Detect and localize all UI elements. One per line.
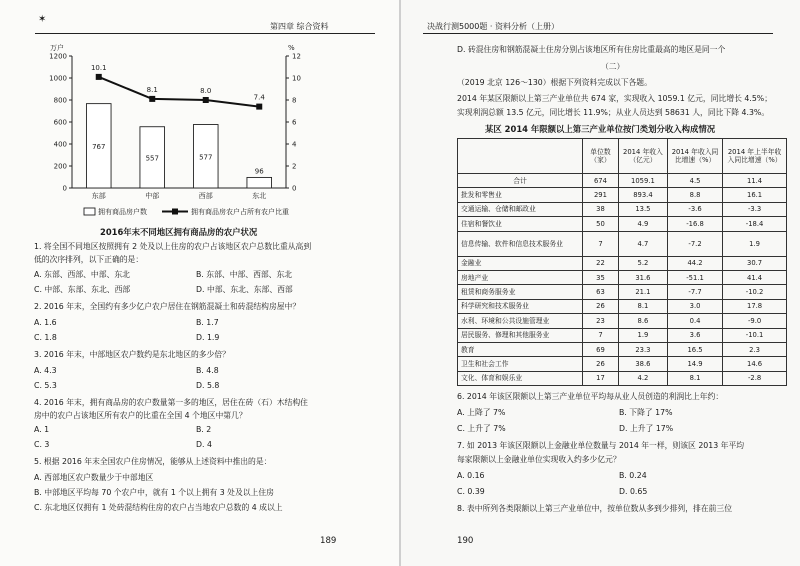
bar-value-label: 557 bbox=[145, 154, 159, 163]
y-left-tick-label: 0 bbox=[62, 184, 67, 193]
x-tick-label: 东部 bbox=[91, 192, 106, 200]
header-rule bbox=[423, 33, 773, 34]
table-row-label: 信息传输、软件和信息技术服务业 bbox=[458, 231, 583, 256]
line-value-label: 8.1 bbox=[146, 85, 158, 94]
table-cell: 31.6 bbox=[618, 270, 667, 284]
right-page bbox=[401, 0, 800, 566]
q2-option-a[interactable]: A. 1.6 bbox=[34, 318, 57, 327]
q3-option-a[interactable]: A. 4.3 bbox=[34, 366, 57, 375]
y-left-tick-label: 400 bbox=[53, 140, 67, 149]
table-row-label: 住宿和餐饮业 bbox=[458, 217, 583, 231]
left-page bbox=[0, 0, 399, 566]
line-point bbox=[203, 97, 209, 103]
q3-option-c[interactable]: C. 5.3 bbox=[34, 381, 57, 390]
table-cell: -3.3 bbox=[723, 202, 787, 216]
running-header-left: 第四章 综合资料 bbox=[270, 22, 329, 31]
q1-option-d[interactable]: D. 中部、东北、东部、西部 bbox=[196, 285, 293, 294]
table-row-label: 卫生和社会工作 bbox=[458, 357, 583, 371]
table-cell: -2.8 bbox=[723, 371, 787, 385]
section-title: （二） bbox=[601, 62, 625, 71]
q1-option-b[interactable]: B. 东部、中部、西部、东北 bbox=[196, 270, 293, 279]
table-cell: 50 bbox=[583, 217, 619, 231]
table-row bbox=[458, 371, 787, 385]
q2-option-d[interactable]: D. 1.9 bbox=[196, 333, 220, 342]
q5-stem: 5. 根据 2016 年末全国农户住房情况，能够从上述资料中推出的是： bbox=[34, 457, 272, 466]
table-header-cell: 2014 年上半年收入同比增速（%） bbox=[723, 139, 787, 174]
q4-stem-2: 房中的农户占该地区所有农户的比重在全国 4 个地区中第几？ bbox=[34, 411, 247, 420]
q3-stem: 3. 2016 年末，中部地区农户数约是东北地区的多少倍？ bbox=[34, 350, 230, 359]
y-left-tick-label: 1200 bbox=[49, 52, 67, 61]
q7-option-d[interactable]: D. 0.65 bbox=[619, 487, 648, 496]
q1-option-c[interactable]: C. 中部、东部、东北、西部 bbox=[34, 285, 131, 294]
table-cell: -3.6 bbox=[667, 202, 722, 216]
table-row bbox=[458, 270, 787, 284]
x-tick-label: 西部 bbox=[198, 192, 213, 200]
table-cell: 0.4 bbox=[667, 314, 722, 328]
table-cell: 893.4 bbox=[618, 188, 667, 202]
table-cell: 291 bbox=[583, 188, 619, 202]
table-row-label: 合计 bbox=[458, 174, 583, 188]
table-header-row bbox=[458, 139, 787, 174]
table-row bbox=[458, 217, 787, 231]
y-left-tick-label: 800 bbox=[53, 96, 67, 105]
line-point bbox=[256, 104, 262, 110]
q7-stem-1: 7. 如 2013 年该区限额以上金融业单位数量与 2014 年一样，则该区 2013 年平均 bbox=[457, 441, 745, 450]
y-right-unit: % bbox=[288, 44, 295, 52]
table-cell: 16.1 bbox=[723, 188, 787, 202]
table-row-label: 文化、体育和娱乐业 bbox=[458, 371, 583, 385]
table-cell: 23 bbox=[583, 314, 619, 328]
bar-value-label: 577 bbox=[199, 153, 213, 162]
y-left-tick-label: 200 bbox=[53, 162, 67, 171]
table-cell: 1059.1 bbox=[618, 174, 667, 188]
table-header-cell: 2014 年收入（亿元） bbox=[618, 139, 667, 174]
table-title: 某区 2014 年限额以上第三产业单位按门类划分收入构成情况 bbox=[485, 124, 716, 134]
table-row-label: 批发和零售业 bbox=[458, 188, 583, 202]
table-cell: 22 bbox=[583, 256, 619, 270]
table-row bbox=[458, 188, 787, 202]
y-right-tick-label: 0 bbox=[292, 184, 297, 193]
q7-option-c[interactable]: C. 0.39 bbox=[457, 487, 485, 496]
table-cell: 4.2 bbox=[618, 371, 667, 385]
bar-value-label: 767 bbox=[92, 142, 106, 151]
table-cell: 8.8 bbox=[667, 188, 722, 202]
y-left-unit: 万户 bbox=[50, 44, 64, 52]
chart-title: 2016年末不同地区拥有商品房的农户状况 bbox=[100, 227, 258, 237]
y-right-tick-label: 8 bbox=[292, 96, 297, 105]
table-cell: 14.6 bbox=[723, 357, 787, 371]
table-cell: -18.4 bbox=[723, 217, 787, 231]
line-point bbox=[149, 96, 155, 102]
table-row bbox=[458, 357, 787, 371]
table-row bbox=[458, 202, 787, 216]
table-cell: 63 bbox=[583, 285, 619, 299]
q1-option-a[interactable]: A. 东部、西部、中部、东北 bbox=[34, 270, 130, 279]
q4-option-a[interactable]: A. 1 bbox=[34, 425, 50, 434]
q1-stem-2: 低的次序排列，以下正确的是： bbox=[34, 255, 144, 264]
q7-option-b[interactable]: B. 0.24 bbox=[619, 471, 647, 480]
q5-option-b[interactable]: B. 中部地区平均每 70 个农户中，就有 1 个以上拥有 3 处及以上住房 bbox=[34, 488, 274, 497]
q6-option-a[interactable]: A. 上降了 7% bbox=[457, 408, 506, 417]
table-header-cell: 2014 年收入同比增速（%） bbox=[667, 139, 722, 174]
bar-value-label: 96 bbox=[254, 167, 264, 176]
q5-option-d[interactable]: D. 砖混住房和钢筋混凝土住房分别占该地区所有住房比重最高的地区是同一个 bbox=[457, 45, 726, 54]
table-cell: 8.6 bbox=[618, 314, 667, 328]
table-cell: 26 bbox=[583, 299, 619, 313]
y-right-tick-label: 2 bbox=[292, 162, 297, 171]
table-cell: -7.7 bbox=[667, 285, 722, 299]
table-cell: 674 bbox=[583, 174, 619, 188]
table-row-label: 教育 bbox=[458, 342, 583, 356]
x-tick-label: 中部 bbox=[145, 192, 160, 200]
table-row bbox=[458, 285, 787, 299]
q6-option-b[interactable]: B. 下降了 17% bbox=[619, 408, 673, 417]
q8-stem: 8. 表中所列各类限额以上第三产业单位中，按单位数从多到少排列，排在前三位 bbox=[457, 504, 733, 513]
table-cell: 16.5 bbox=[667, 342, 722, 356]
table-row-label: 金融业 bbox=[458, 256, 583, 270]
q7-stem-2: 每家限额以上金融业单位实现收入约多少亿元？ bbox=[457, 455, 621, 464]
table-cell: 1.9 bbox=[618, 328, 667, 342]
q5-option-c[interactable]: C. 东北地区仅拥有 1 处砖混结构住房的农户占当地农户总数的 4 成以上 bbox=[34, 503, 283, 512]
intro-line-2: 实现利润总额 13.5 亿元，同比增长 11.9%；从业人员达到 58631 人，同比下降 4.3%。 bbox=[457, 108, 770, 117]
intro-source: （2019 北京 126～130）根据下列资料完成以下各题。 bbox=[457, 78, 652, 87]
table-row bbox=[458, 328, 787, 342]
table-cell: -10.2 bbox=[723, 285, 787, 299]
table-cell: 38 bbox=[583, 202, 619, 216]
y-right-tick-label: 6 bbox=[292, 118, 297, 127]
y-right-tick-label: 4 bbox=[292, 140, 297, 149]
table-cell: 26 bbox=[583, 357, 619, 371]
q2-option-b[interactable]: B. 1.7 bbox=[196, 318, 219, 327]
table-header-cell: 单位数（家） bbox=[583, 139, 619, 174]
table-cell: 2.3 bbox=[723, 342, 787, 356]
q6-option-c[interactable]: C. 上升了 7% bbox=[457, 424, 506, 433]
table-row bbox=[458, 231, 787, 256]
intro-line-1: 2014 年某区限额以上第三产业单位共 674 家，实现收入 1059.1 亿元，同比增长 4.5%； bbox=[457, 94, 772, 103]
table-row-label: 科学研究和技术服务业 bbox=[458, 299, 583, 313]
table-header-cell bbox=[458, 139, 583, 174]
running-header-right: 决战行测5000题 · 资料分析（上册） bbox=[427, 22, 559, 31]
table-cell: -10.1 bbox=[723, 328, 787, 342]
table-cell: 4.5 bbox=[667, 174, 722, 188]
legend-line-label: 拥有商品房农户占所有农户比重 bbox=[191, 208, 289, 216]
table-cell: 17.8 bbox=[723, 299, 787, 313]
line-series bbox=[99, 77, 260, 107]
table-cell: -51.1 bbox=[667, 270, 722, 284]
table-cell: 21.1 bbox=[618, 285, 667, 299]
q2-stem: 2. 2016 年末，全国约有多少亿户农户居住在钢筋混凝土和砖混结构房屋中？ bbox=[34, 302, 301, 311]
table-cell: 7 bbox=[583, 328, 619, 342]
q2-option-c[interactable]: C. 1.8 bbox=[34, 333, 57, 342]
q6-stem: 6. 2014 年该区限额以上第三产业单位平均每从业人员创造的利润比上年约： bbox=[457, 392, 724, 401]
q7-option-a[interactable]: A. 0.16 bbox=[457, 471, 485, 480]
x-tick-label: 东北 bbox=[252, 192, 267, 200]
q4-option-c[interactable]: C. 3 bbox=[34, 440, 50, 449]
table-cell: 17 bbox=[583, 371, 619, 385]
table-cell: 8.1 bbox=[667, 371, 722, 385]
table-cell: 38.6 bbox=[618, 357, 667, 371]
table-cell: 4.7 bbox=[618, 231, 667, 256]
legend-bar-label: 拥有商品房户数 bbox=[98, 208, 147, 216]
y-right-tick-label: 12 bbox=[292, 52, 301, 61]
legend-bar-swatch bbox=[84, 208, 95, 215]
table-row bbox=[458, 314, 787, 328]
table-cell: 3.6 bbox=[667, 328, 722, 342]
table-row-label: 居民服务、修理和其他服务业 bbox=[458, 328, 583, 342]
table-cell: -16.8 bbox=[667, 217, 722, 231]
table-row-label: 租赁和商务服务业 bbox=[458, 285, 583, 299]
bar bbox=[247, 177, 272, 188]
page-number-left: 189 bbox=[320, 536, 337, 546]
q4-option-b[interactable]: B. 2 bbox=[196, 425, 212, 434]
line-value-label: 8.0 bbox=[200, 87, 212, 95]
table-cell: -9.0 bbox=[723, 314, 787, 328]
table-cell: 4.9 bbox=[618, 217, 667, 231]
table-row bbox=[458, 256, 787, 270]
page-number-right: 190 bbox=[457, 536, 474, 546]
table-cell: 30.7 bbox=[723, 256, 787, 270]
line-value-label: 7.4 bbox=[253, 93, 265, 102]
table-cell: 14.9 bbox=[667, 357, 722, 371]
table-row bbox=[458, 299, 787, 313]
y-left-tick-label: 600 bbox=[53, 118, 67, 127]
bar-line-chart bbox=[28, 38, 348, 226]
q3-option-b[interactable]: B. 4.8 bbox=[196, 366, 219, 375]
table-cell: 11.4 bbox=[723, 174, 787, 188]
table-cell: 23.3 bbox=[618, 342, 667, 356]
y-left-tick-label: 1000 bbox=[49, 74, 67, 83]
q4-option-d[interactable]: D. 4 bbox=[196, 440, 212, 449]
y-right-tick-label: 10 bbox=[292, 74, 301, 83]
line-point bbox=[96, 74, 102, 80]
table-cell: 8.1 bbox=[618, 299, 667, 313]
table-cell: -7.2 bbox=[667, 231, 722, 256]
q5-option-a[interactable]: A. 西部地区农户数量少于中部地区 bbox=[34, 473, 154, 482]
table-cell: 41.4 bbox=[723, 270, 787, 284]
q4-stem-1: 4. 2016 年末，拥有商品房的农户数量第一多的地区，居住在砖（石）木结构住 bbox=[34, 398, 308, 407]
legend-line-marker bbox=[172, 209, 178, 215]
q1-stem-1: 1. 将全国不同地区按照拥有 2 处及以上住房的农户占该地区农户总数比重从高到 bbox=[34, 242, 312, 251]
income-table bbox=[457, 138, 787, 386]
table-cell: 3.0 bbox=[667, 299, 722, 313]
table-cell: 5.2 bbox=[618, 256, 667, 270]
table-row-label: 交通运输、仓储和邮政业 bbox=[458, 202, 583, 216]
table-body bbox=[458, 174, 787, 386]
table-cell: 35 bbox=[583, 270, 619, 284]
line-value-label: 10.1 bbox=[90, 63, 107, 72]
table-row-label: 房地产业 bbox=[458, 270, 583, 284]
table-cell: 69 bbox=[583, 342, 619, 356]
table-cell: 7 bbox=[583, 231, 619, 256]
header-rule bbox=[35, 33, 375, 34]
table-row-label: 水利、环境和公共设施管理业 bbox=[458, 314, 583, 328]
q3-option-d[interactable]: D. 5.8 bbox=[196, 381, 220, 390]
q6-option-d[interactable]: D. 上升了 17% bbox=[619, 424, 674, 433]
table-cell: 1.9 bbox=[723, 231, 787, 256]
table-cell: 13.5 bbox=[618, 202, 667, 216]
table-cell: 44.2 bbox=[667, 256, 722, 270]
table-row bbox=[458, 174, 787, 188]
header-ornament: ✶ bbox=[38, 14, 47, 25]
table-row bbox=[458, 342, 787, 356]
